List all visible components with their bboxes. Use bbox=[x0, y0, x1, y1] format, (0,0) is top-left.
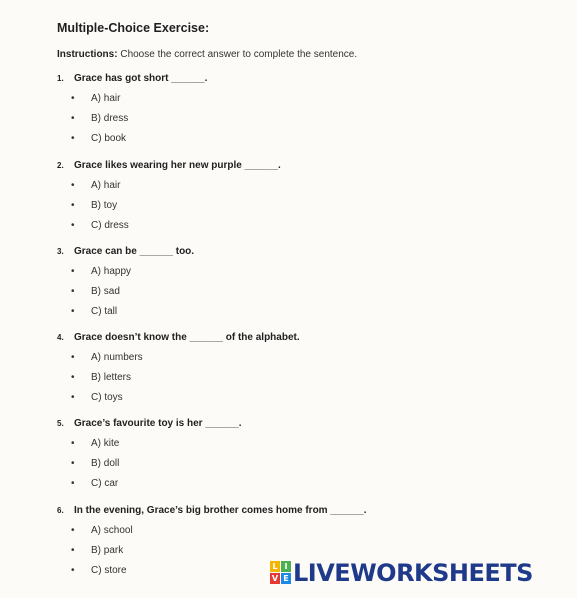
question-number: 4. bbox=[57, 332, 64, 342]
answer-option-text: B) sad bbox=[91, 285, 120, 297]
question-text: Grace likes wearing her new purple ______. bbox=[74, 159, 281, 171]
bullet-icon: • bbox=[71, 92, 75, 104]
logo-badge-letter: L bbox=[270, 561, 280, 572]
question-number: 6. bbox=[57, 505, 64, 515]
question-item bbox=[57, 327, 537, 407]
answer-option bbox=[57, 387, 537, 407]
answer-option-text: C) store bbox=[91, 564, 127, 576]
answer-option bbox=[57, 261, 537, 281]
answer-option bbox=[57, 301, 537, 321]
question-number: 1. bbox=[57, 73, 64, 83]
answer-option-text: C) toys bbox=[91, 391, 123, 403]
answer-option bbox=[57, 473, 537, 493]
question-line bbox=[57, 68, 537, 88]
bullet-icon: • bbox=[71, 524, 75, 536]
bullet-icon: • bbox=[71, 199, 75, 211]
bullet-icon: • bbox=[71, 564, 75, 576]
question-text: Grace’s favourite toy is her ______. bbox=[74, 417, 242, 429]
answer-option-text: C) dress bbox=[91, 219, 129, 231]
bullet-icon: • bbox=[71, 179, 75, 191]
bullet-icon: • bbox=[71, 285, 75, 297]
bullet-icon: • bbox=[71, 132, 75, 144]
answer-option bbox=[57, 88, 537, 108]
bullet-icon: • bbox=[71, 477, 75, 489]
answer-option-text: A) happy bbox=[91, 265, 132, 277]
question-line bbox=[57, 413, 537, 433]
question-text: Grace has got short ______. bbox=[74, 72, 208, 84]
question-item bbox=[57, 155, 537, 235]
bullet-icon: • bbox=[71, 371, 75, 383]
question-line bbox=[57, 500, 537, 520]
answer-option bbox=[57, 195, 537, 215]
answer-option-text: B) park bbox=[91, 544, 124, 556]
answer-option-text: B) letters bbox=[91, 371, 132, 383]
liveworksheets-logo bbox=[270, 559, 533, 587]
answer-option-text: A) school bbox=[91, 524, 133, 536]
question-line bbox=[57, 327, 537, 347]
bullet-icon: • bbox=[71, 437, 75, 449]
question-line bbox=[57, 155, 537, 175]
answer-option-text: A) hair bbox=[91, 92, 121, 104]
question-line bbox=[57, 241, 537, 261]
answer-option bbox=[57, 453, 537, 473]
question-number: 2. bbox=[57, 160, 64, 170]
question-number: 5. bbox=[57, 418, 64, 428]
answer-option-text: A) hair bbox=[91, 179, 121, 191]
answer-option-text: A) kite bbox=[91, 437, 120, 449]
answer-option bbox=[57, 347, 537, 367]
answer-option-text: C) car bbox=[91, 477, 119, 489]
bullet-icon: • bbox=[71, 112, 75, 124]
answer-option bbox=[57, 108, 537, 128]
logo-badge-letter: E bbox=[281, 573, 291, 584]
answer-option-text: C) book bbox=[91, 132, 127, 144]
answer-option bbox=[57, 215, 537, 235]
answer-option bbox=[57, 540, 537, 560]
bullet-icon: • bbox=[71, 219, 75, 231]
exercise-title: Multiple-Choice Exercise: bbox=[57, 21, 210, 35]
answer-option-text: A) numbers bbox=[91, 351, 143, 363]
bullet-icon: • bbox=[71, 265, 75, 277]
answer-option-text: B) dress bbox=[91, 112, 129, 124]
answer-option bbox=[57, 520, 537, 540]
bullet-icon: • bbox=[71, 457, 75, 469]
question-item bbox=[57, 413, 537, 493]
answer-option bbox=[57, 128, 537, 148]
question-item bbox=[57, 241, 537, 321]
question-text: Grace can be ______ too. bbox=[74, 245, 195, 257]
instructions bbox=[57, 49, 357, 60]
logo-text: LIVEWORKSHEETS bbox=[293, 559, 533, 587]
answer-option-text: B) doll bbox=[91, 457, 120, 469]
answer-option-text: C) tall bbox=[91, 305, 118, 317]
instructions-text: Choose the correct answer to complete the sentence. bbox=[117, 49, 358, 60]
answer-option bbox=[57, 175, 537, 195]
question-text: In the evening, Grace’s big brother comes home from ______. bbox=[74, 504, 367, 516]
question-item bbox=[57, 68, 537, 148]
bullet-icon: • bbox=[71, 305, 75, 317]
answer-option bbox=[57, 367, 537, 387]
bullet-icon: • bbox=[71, 391, 75, 403]
question-text: Grace doesn’t know the ______ of the alphabet. bbox=[74, 331, 300, 343]
instructions-label: Instructions: bbox=[57, 49, 118, 60]
answer-option-text: B) toy bbox=[91, 199, 118, 211]
answer-option bbox=[57, 281, 537, 301]
logo-badge-letter: I bbox=[281, 561, 291, 572]
question-number: 3. bbox=[57, 246, 64, 256]
bullet-icon: • bbox=[71, 351, 75, 363]
logo-badge-icon bbox=[270, 561, 291, 585]
logo-badge-letter: V bbox=[271, 574, 279, 583]
answer-option bbox=[57, 433, 537, 453]
bullet-icon: • bbox=[71, 544, 75, 556]
